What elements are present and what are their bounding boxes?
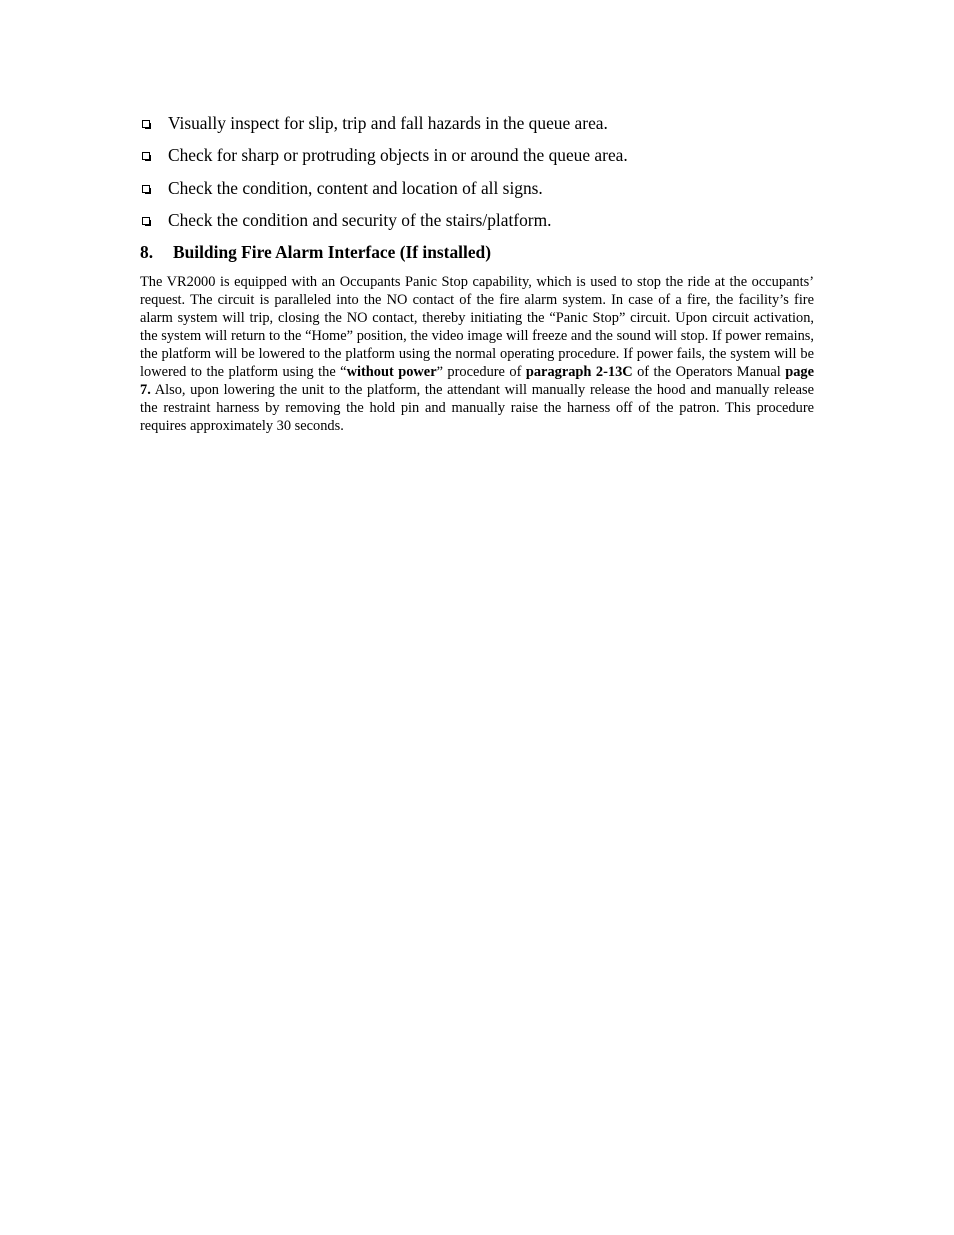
paragraph-text: ” procedure of [436,364,526,381]
section-title: Building Fire Alarm Interface (If installed) [173,242,491,262]
checkbox-bullet-icon [142,217,150,225]
checklist-item-text: Check the condition and security of the stairs/platform. [168,209,552,230]
checkbox-bullet-icon [142,152,150,160]
paragraph-text: Also, upon lowering the unit to the platform, the attendant will manually release the hood and manually release the restraint harness by removing the hold pin and manually raise the harness off of the patron. This procedure requires approximately 30 seconds. [140,382,814,435]
paragraph-bold-text: paragraph 2-13C [525,364,633,381]
paragraph-bold-text: without power [346,364,437,381]
checklist-item [140,177,820,209]
checklist-item-text: Visually inspect for slip, trip and fall hazards in the queue area. [168,113,608,133]
section-heading [140,241,491,263]
paragraph-text: The VR2000 is equipped with an Occupants Panic Stop capability, which is used to stop the ride at the occupants’ request. The circuit is paralleled into the NO contact of the fire alarm system. In case of a fire, the facility’s fire alarm system will trip, closing the NO contact, thereby initiating the “Panic Stop” circuit. Upon circuit activation, the system will return to the “Home” position, the video image will freeze and the sound will stop. If power remains, the platform will be lowered to the platform using the normal operating procedure. If power fails, the system will be lowered to the platform using the “ [140,274,814,381]
checklist-item [140,144,820,176]
inspection-checklist [140,112,820,241]
checklist-item-text: Check for sharp or protruding objects in or around the queue area. [168,145,628,166]
fire-alarm-paragraph [140,273,814,435]
section-number: 8. [140,242,154,262]
checkbox-bullet-icon [142,185,150,193]
checklist-item [140,112,820,144]
checklist-item [140,209,820,241]
paragraph-text: of the Operators Manual [632,364,786,381]
checklist-item-text: Check the condition, content and location of all signs. [168,177,543,198]
checkbox-bullet-icon [142,120,150,128]
paragraph-bold-text: page 7. [140,364,815,399]
